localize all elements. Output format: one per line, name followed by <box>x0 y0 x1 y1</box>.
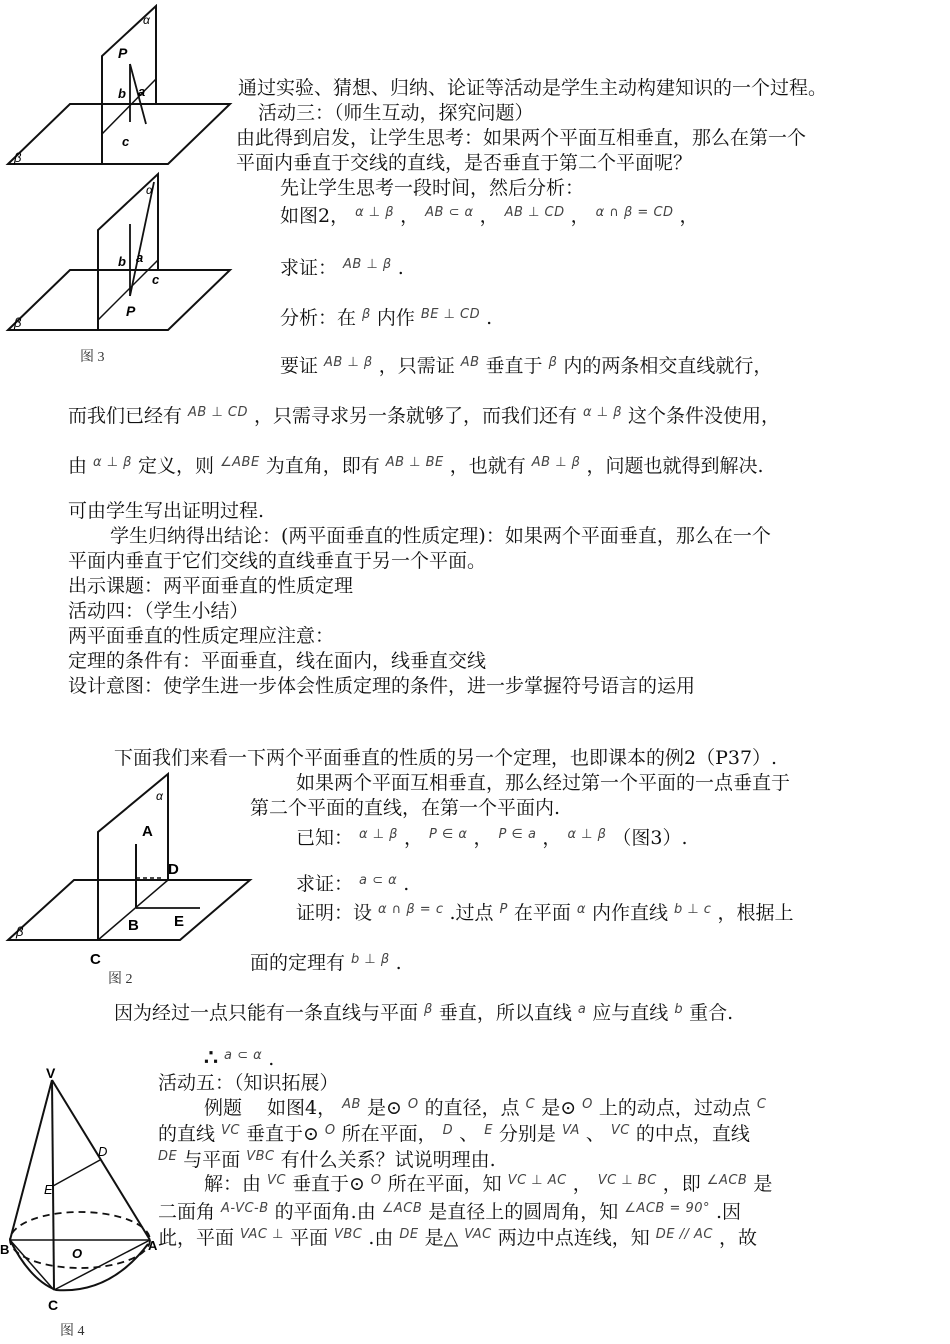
label-c: c <box>122 134 130 149</box>
text-line: 由 $^{\alpha \perp \beta}$ 定义，则 $^{\angle ABE}$ 为直角，即有 $^{AB \perp BE}$ ，也就有 $^{AB \perp \beta}$ ，问题也就得到解决. <box>68 455 764 477</box>
label-b: b <box>118 254 126 269</box>
label-B: B <box>0 1242 10 1257</box>
text-line: 因为经过一点只能有一条直线与平面 $^\beta$ 垂直，所以直线 $^a$ 应与直线 $^b$ 重合. <box>114 1002 734 1024</box>
text-line: 而我们已经有 $^{AB \perp CD}$ ，只需寻求另一条就够了，而我们还有 $^{\alpha \perp \beta}$ 这个条件没使用， <box>68 405 781 427</box>
figure-3 <box>4 170 234 340</box>
text-line: 平面内垂直于它们交线的直线垂直于另一个平面。 <box>68 550 487 572</box>
text-line: 活动四：（学生小结） <box>68 600 249 622</box>
figure-2 <box>4 770 254 970</box>
text-line: 第二个平面的直线，在第一个平面内. <box>250 797 561 819</box>
label-O: O <box>72 1246 83 1261</box>
figure-2-drawing <box>4 770 254 970</box>
figure-3-drawing <box>4 170 234 340</box>
label-b: b <box>118 86 126 101</box>
text-line: 求证： $^{a \subset \alpha}$ . <box>296 873 410 895</box>
label-P: P <box>126 303 136 319</box>
text-line: 出示课题：两平面垂直的性质定理 <box>68 575 354 597</box>
text-line: 此，平面 $^{VAC \perp}$ 平面 $^{VBC}$ .由 $^{DE}$ 是△ $^{VAC}$ 两边中点连线，知 $^{DE // AC}$ ，故 <box>158 1227 757 1249</box>
text-line: 二面角 $^{A-VC-B}$ 的平面角.由 $^{\angle ACB}$ 是直径上的圆周角，知 $^{\angle ACB = 90^\circ}$ .因 <box>158 1201 742 1223</box>
text-line: 学生归纳得出结论：(两平面垂直的性质定理)：如果两个平面垂直，那么在一个 <box>110 525 771 547</box>
text-line: 要证 $^{AB \perp \beta}$ ，只需证 $^{AB}$ 垂直于 $^\beta$ 内的两条相交直线就行， <box>280 355 773 377</box>
text-line: ∴ $^{a \subset \alpha}$ . <box>204 1045 275 1071</box>
text-line: 如果两个平面互相垂直，那么经过第一个平面的一点垂直于 <box>296 772 791 794</box>
label-B: B <box>128 917 139 934</box>
text-line: 解：由 $^{VC}$ 垂直于⊙ $^O$ 所在平面，知 $^{VC \perp AC}$ ， $^{VC \perp BC}$ ，即 $^{\angle ACB}$ 是 <box>204 1173 773 1195</box>
label-c: c <box>152 272 160 287</box>
figure-3-caption: 图 3 <box>80 350 105 365</box>
label-a: a <box>138 84 146 99</box>
text-line: 活动五：（知识拓展） <box>158 1072 339 1094</box>
text-line: 分析：在 $^\beta$ 内作 $^{BE \perp CD}$ . <box>280 307 493 329</box>
label-V: V <box>46 1066 56 1081</box>
label-E: E <box>44 1182 53 1197</box>
figure-4-caption: 图 4 <box>60 1324 85 1339</box>
text-line: 下面我们来看一下两个平面垂直的性质的另一个定理，也即课本的例2（P37）. <box>114 747 778 769</box>
figure-top-drawing <box>4 4 234 174</box>
label-D: D <box>98 1144 108 1159</box>
figure-4 <box>0 1066 160 1316</box>
text-line: 两平面垂直的性质定理应注意： <box>68 625 335 647</box>
label-alpha: α <box>143 13 150 27</box>
label-beta: β <box>16 924 24 939</box>
figure-top <box>4 4 234 174</box>
label-beta: β <box>14 315 22 330</box>
text-line: 已知： $^{\alpha \perp \beta}$ ， $^{P \in \alpha}$ ， $^{P \in a}$ ， $^{\alpha \perp \beta}$ （图3）. <box>296 827 688 849</box>
text-line: 的直线 $^{VC}$ 垂直于⊙ $^O$ 所在平面， $^D$ 、 $^E$ 分别是 $^{VA}$ 、 $^{VC}$ 的中点，直线 <box>158 1123 750 1145</box>
text-line: 例题 如图4， $^{AB}$ 是⊙ $^O$ 的直径，点 $^C$ 是⊙ $^O$ 上的动点，过动点 $^C$ <box>204 1097 767 1119</box>
figure-4-drawing <box>0 1066 160 1316</box>
text-line: 定理的条件有：平面垂直，线在面内，线垂直交线 <box>68 650 487 672</box>
text-line: 证明：设 $^{\alpha \cap \beta = c}$ .过点 $^P$ 在平面 $^\alpha$ 内作直线 $^{b \perp c}$ ，根据上 <box>296 902 794 924</box>
text-line: 活动三：（师生互动，探究问题） <box>258 102 534 124</box>
text-line: 面的定理有 $^{b \perp \beta}$ . <box>250 952 402 974</box>
label-beta: β <box>14 150 22 165</box>
label-alpha: α <box>146 183 153 197</box>
text-line: 可由学生写出证明过程. <box>68 500 265 522</box>
label-C: C <box>90 951 101 968</box>
label-a: a <box>136 250 144 265</box>
text-line: 求证： $^{AB \perp \beta}$ . <box>280 257 404 279</box>
text-line: 通过实验、猜想、归纳、论证等活动是学生主动构建知识的一个过程。 <box>238 77 828 99</box>
text-line: 先让学生思考一段时间，然后分析： <box>280 177 585 199</box>
label-E: E <box>174 913 185 930</box>
label-C: C <box>48 1297 59 1313</box>
label-P: P <box>118 45 128 61</box>
text-line: 由此得到启发，让学生思考：如果两个平面互相垂直，那么在第一个 <box>236 127 807 149</box>
label-A: A <box>148 1238 158 1253</box>
text-line: 平面内垂直于交线的直线，是否垂直于第二个平面呢？ <box>236 152 693 174</box>
figure-2-caption: 图 2 <box>108 972 133 987</box>
label-alpha: α <box>156 789 163 803</box>
label-A: A <box>142 823 153 840</box>
text-line: 设计意图：使学生进一步体会性质定理的条件，进一步掌握符号语言的运用 <box>68 675 696 697</box>
label-D: D <box>168 861 179 878</box>
text-line: $^{DE}$ 与平面 $^{VBC}$ 有什么关系？试说明理由. <box>158 1149 496 1171</box>
text-line: 如图2， $^{\alpha \perp \beta}$ ， $^{AB \subset \alpha}$ ， $^{AB \perp CD}$ ， $^{\alpha \cap \beta = CD}$ ， <box>280 205 699 227</box>
